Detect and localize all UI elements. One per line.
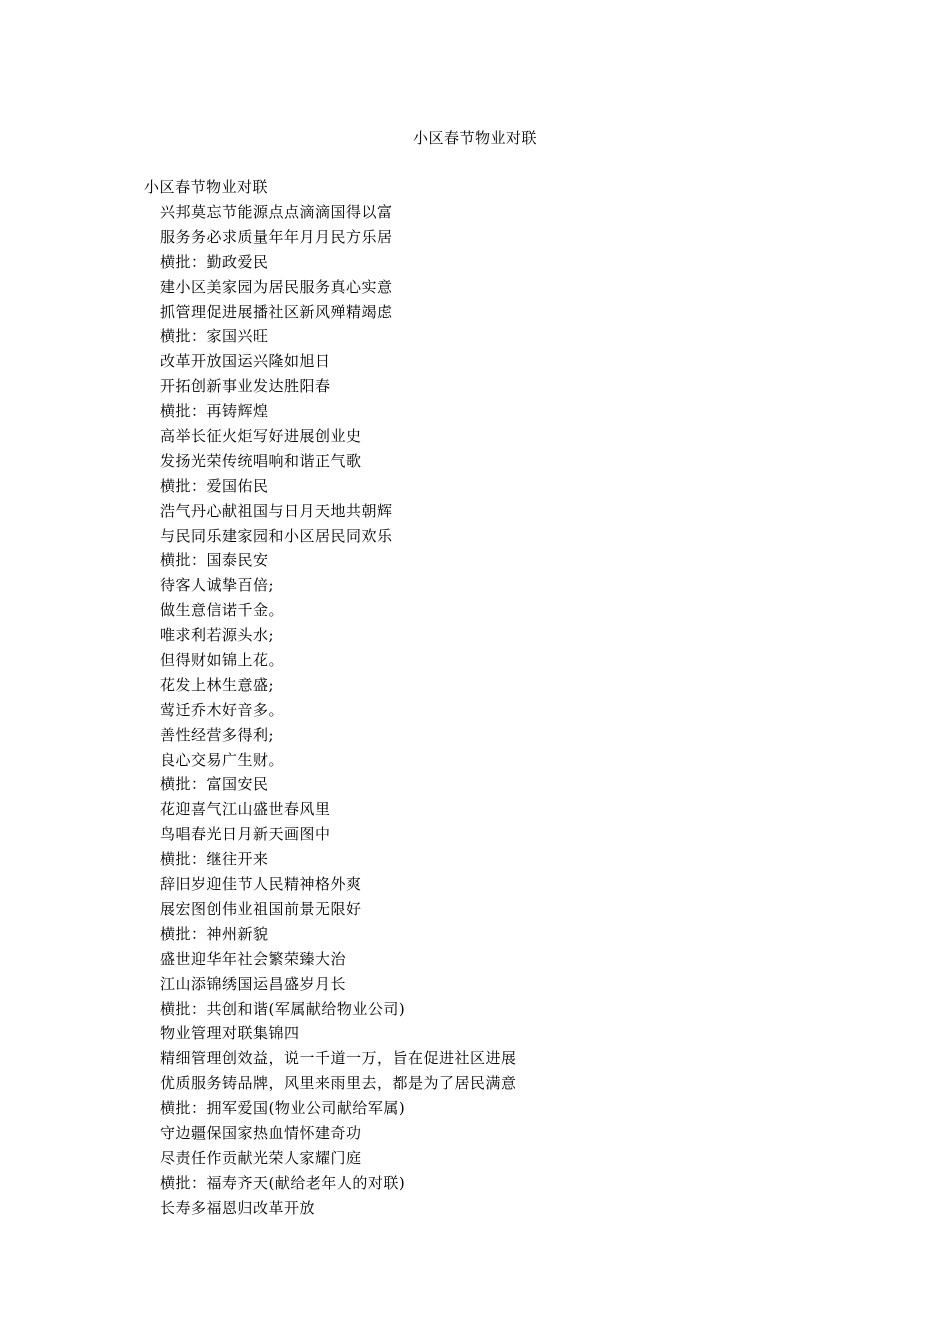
text-line: 辞旧岁迎佳节人民精神格外爽	[160, 875, 362, 894]
text-line: 横批：福寿齐天(献给老年人的对联)	[160, 1173, 406, 1192]
text-line: 横批：共创和谐(军属献给物业公司)	[160, 999, 406, 1018]
text-line: 待客人诚挚百倍;	[160, 576, 275, 595]
text-line: 横批：爱国佑民	[160, 476, 269, 495]
text-line: 浩气丹心献祖国与日月天地共朝辉	[160, 501, 393, 520]
text-line: 唯求利若源头水;	[160, 626, 275, 645]
text-line: 横批：家国兴旺	[160, 327, 269, 346]
text-line: 花迎喜气江山盛世春风里	[160, 800, 331, 819]
text-line: 高举长征火炬写好进展创业史	[160, 427, 362, 446]
text-line: 守边疆保国家热血情怀建奇功	[160, 1123, 362, 1142]
text-line: 横批：勤政爱民	[160, 252, 269, 271]
text-line: 抓管理促进展播社区新风殚精竭虑	[160, 302, 393, 321]
text-line: 与民同乐建家园和小区居民同欢乐	[160, 526, 393, 545]
text-line: 改革开放国运兴隆如旭日	[160, 352, 331, 371]
text-line: 服务务必求质量年年月月民方乐居	[160, 227, 393, 246]
section-heading: 小区春节物业对联	[144, 178, 269, 196]
text-line: 横批：国泰民安	[160, 551, 269, 570]
text-line: 鸟唱春光日月新天画图中	[160, 825, 331, 844]
text-line: 善性经营多得利;	[160, 725, 275, 744]
couplet-list	[160, 202, 517, 1223]
text-line: 江山添锦绣国运昌盛岁月长	[160, 974, 347, 993]
text-line: 盛世迎华年社会繁荣臻大治	[160, 949, 347, 968]
text-line: 开拓创新事业发达胜阳春	[160, 377, 331, 396]
text-line: 优质服务铸品牌，风里来雨里去，都是为了居民满意	[160, 1074, 517, 1093]
text-line: 莺迁乔木好音多。	[160, 700, 285, 719]
text-line: 物业管理对联集锦四	[160, 1024, 300, 1043]
text-line: 横批：拥军爱国(物业公司献给军属)	[160, 1099, 406, 1118]
text-line: 花发上林生意盛;	[160, 675, 275, 694]
text-line: 做生意信诺千金。	[160, 601, 285, 620]
text-line: 良心交易广生财。	[160, 750, 285, 769]
text-line: 横批：再铸辉煌	[160, 402, 269, 421]
page-title: 小区春节物业对联	[412, 129, 537, 147]
text-line: 横批：神州新貌	[160, 924, 269, 943]
text-line: 横批：继往开来	[160, 850, 269, 869]
text-line: 精细管理创效益，说一千道一万，旨在促进社区进展	[160, 1049, 517, 1068]
text-line: 建小区美家园为居民服务真心实意	[160, 277, 393, 296]
text-line: 展宏图创伟业祖国前景无限好	[160, 899, 362, 918]
text-line: 发扬光荣传统唱响和谐正气歌	[160, 451, 362, 470]
text-line: 横批：富国安民	[160, 775, 269, 794]
text-line: 长寿多福恩归改革开放	[160, 1198, 316, 1217]
text-line: 兴邦莫忘节能源点点滴滴国得以富	[160, 203, 393, 221]
text-line: 尽责任作贡献光荣人家耀门庭	[160, 1148, 362, 1167]
text-line: 但得财如锦上花。	[160, 651, 285, 670]
